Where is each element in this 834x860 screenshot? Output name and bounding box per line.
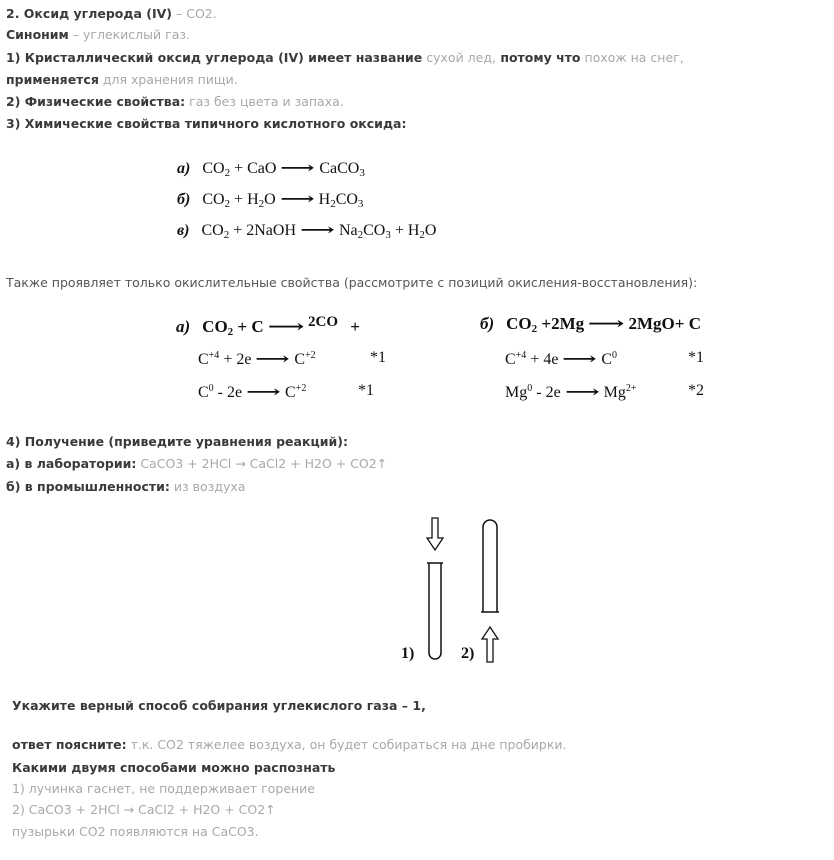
formula-part: CO [202, 191, 225, 208]
down-arrow-icon [427, 518, 443, 550]
industry-line [6, 479, 245, 494]
p3-label: 3) Химические свойства типичного кислотного оксида: [6, 116, 407, 131]
redox-equation-a [176, 314, 360, 338]
explain-label: ответ поясните: [12, 737, 127, 752]
redox-equation-b [480, 314, 701, 335]
way-2-note: пузырьки CO2 появляются на CaCO3. [12, 824, 259, 839]
redox-factor: *1 [358, 382, 374, 399]
equation-label: б) [177, 191, 191, 208]
question-answer: – 1, [397, 698, 426, 713]
point-2-line [6, 94, 344, 109]
point-1-line [6, 50, 684, 65]
lab-line [6, 456, 387, 471]
formula-part: CaCO [319, 160, 360, 177]
p2-value: газ без цвета и запаха. [185, 94, 344, 109]
formula-part: 2 [224, 198, 231, 210]
arrow-icon: ⟶ [280, 160, 316, 177]
acid-equation [177, 158, 365, 179]
formula-part: C [198, 351, 209, 368]
section-4-title [6, 434, 348, 449]
acid-equation [177, 220, 436, 241]
formula-part: + [346, 317, 360, 336]
title-value: – CO2. [172, 6, 217, 21]
industry-label: б) в промышленности: [6, 479, 170, 494]
formula-part: C [601, 351, 613, 368]
synonym-line [6, 27, 190, 42]
formula-part: 2 [227, 326, 234, 338]
formula-part: 2 [330, 198, 336, 210]
formula-part: + H [230, 191, 259, 208]
p1-value2: похож на снег, [580, 50, 684, 65]
arrow-icon: ⟶ [564, 384, 600, 401]
oxidizing-text: Также проявляет только окислительные свойства (рассмотрите с позиций окисления-восстановления): [6, 275, 698, 290]
formula-part: 2MgO+ C [628, 314, 701, 333]
formula-part: CO [335, 191, 358, 208]
formula-part: 0 [612, 350, 618, 361]
p1-value: сухой лед, [422, 50, 496, 65]
formula-part: CO [201, 222, 224, 239]
formula-part: 0 [208, 383, 214, 394]
section-title: 2. Оксид углерода (IV) [6, 6, 173, 21]
formula-part: 2 [224, 167, 231, 179]
formula-part: Mg [603, 384, 626, 401]
arrow-icon: ⟶ [279, 191, 315, 208]
formula-part: + 2e [219, 351, 252, 368]
test-tube-figure [410, 515, 530, 665]
formula-part: +2 [295, 383, 307, 394]
formula-part: 2 [258, 198, 265, 210]
acid-equation [177, 189, 363, 210]
formula-part: - 2e [532, 384, 561, 401]
figure-label-1: 1) [401, 645, 415, 662]
redox-factor: *2 [688, 382, 704, 399]
arrow-icon: ⟶ [246, 384, 281, 401]
formula-part: Mg [505, 384, 528, 401]
formula-part: - 2e [213, 384, 243, 401]
question-label: Укажите верный способ собирания углекислого газа [12, 698, 398, 713]
formula-part: 2 [531, 323, 538, 335]
formula-part: + 2NaOH [229, 222, 297, 239]
lab-label: а) в лаборатории: [6, 456, 137, 471]
redox-factor: *1 [370, 349, 386, 366]
formula-part: CO [202, 160, 225, 177]
formula-part: C [198, 384, 209, 401]
redox-half-b2 [505, 382, 636, 402]
formula-part: +2Mg [537, 314, 585, 333]
lab-value: CaCO3 + 2HCl → CaCl2 + H2O + CO2↑ [136, 456, 388, 471]
equation-label: а) [177, 160, 191, 177]
recognize-label: Какими двумя способами можно распознать [12, 760, 336, 775]
p1-label: 1) Кристаллический оксид углерода (IV) имеет название [6, 50, 423, 65]
formula-part: 2 [419, 229, 425, 241]
formula-part: 2+ [625, 383, 637, 394]
formula-part: C [505, 351, 516, 368]
formula-part: 2 [223, 229, 230, 241]
formula-part: 2 [357, 229, 364, 241]
test-tube-1 [427, 563, 443, 659]
equation-label: б) [480, 314, 495, 333]
up-arrow-icon [482, 627, 498, 662]
formula-part: CO [202, 317, 228, 336]
test-tube-2 [481, 520, 499, 612]
formula-part: C [294, 351, 306, 368]
redox-half-a2 [198, 382, 306, 402]
redox-factor: *1 [688, 349, 704, 366]
formula-part: +2 [305, 350, 316, 361]
formula-part: + 4e [526, 351, 559, 368]
usage-label: применяется [6, 72, 99, 87]
equation-label: а) [176, 317, 191, 336]
synonym-value: – углекислый газ. [68, 27, 190, 42]
formula-part: O [424, 222, 437, 239]
question-line [12, 698, 426, 713]
synonym-label: Синоним [6, 27, 69, 42]
explain-line [12, 737, 567, 752]
usage-value: для хранения пищи. [98, 72, 238, 87]
way-1: 1) лучинка гаснет, не поддерживает горение [12, 781, 315, 796]
formula-part: + H [390, 222, 420, 239]
figure-label-2: 2) [461, 645, 475, 662]
recognize-line [12, 760, 335, 775]
formula-part: + CaO [230, 160, 277, 177]
formula-part: +4 [515, 350, 527, 361]
section-4-heading: 4) Получение (приведите уравнения реакций): [6, 434, 348, 449]
redox-half-b1 [505, 349, 617, 369]
formula-part: CO [363, 222, 386, 239]
redox-half-a1 [198, 349, 316, 369]
formula-part: H [318, 191, 331, 208]
formula-part: 3 [359, 167, 365, 179]
point-3-line [6, 116, 406, 131]
arrow-icon: ⟶ [267, 317, 305, 336]
heading-line [6, 6, 217, 21]
formula-part: C [285, 384, 296, 401]
explain-value: т.к. CO2 тяжелее воздуха, он будет собираться на дне пробирки. [126, 737, 567, 752]
arrow-icon: ⟶ [300, 222, 335, 239]
formula-part: 3 [385, 229, 391, 241]
formula-part: +4 [208, 350, 220, 361]
formula-part: 0 [527, 383, 533, 394]
formula-part: + C [233, 317, 264, 336]
arrow-icon: ⟶ [588, 314, 625, 333]
arrow-icon: ⟶ [562, 351, 598, 368]
arrow-icon: ⟶ [255, 351, 291, 368]
p1-label2: потому что [495, 50, 581, 65]
formula-part: 2CO [308, 314, 339, 330]
usage-line [6, 72, 238, 87]
formula-part: 3 [357, 198, 364, 210]
formula-part: O [264, 191, 276, 208]
way-2: 2) CaCO3 + 2HCl → CaCl2 + H2O + CO2↑ [12, 802, 276, 817]
equation-label: в) [177, 222, 190, 239]
p2-label: 2) Физические свойства: [6, 94, 186, 109]
formula-part: Na [338, 222, 358, 239]
formula-part: CO [506, 314, 532, 333]
industry-value: из воздуха [169, 479, 246, 494]
